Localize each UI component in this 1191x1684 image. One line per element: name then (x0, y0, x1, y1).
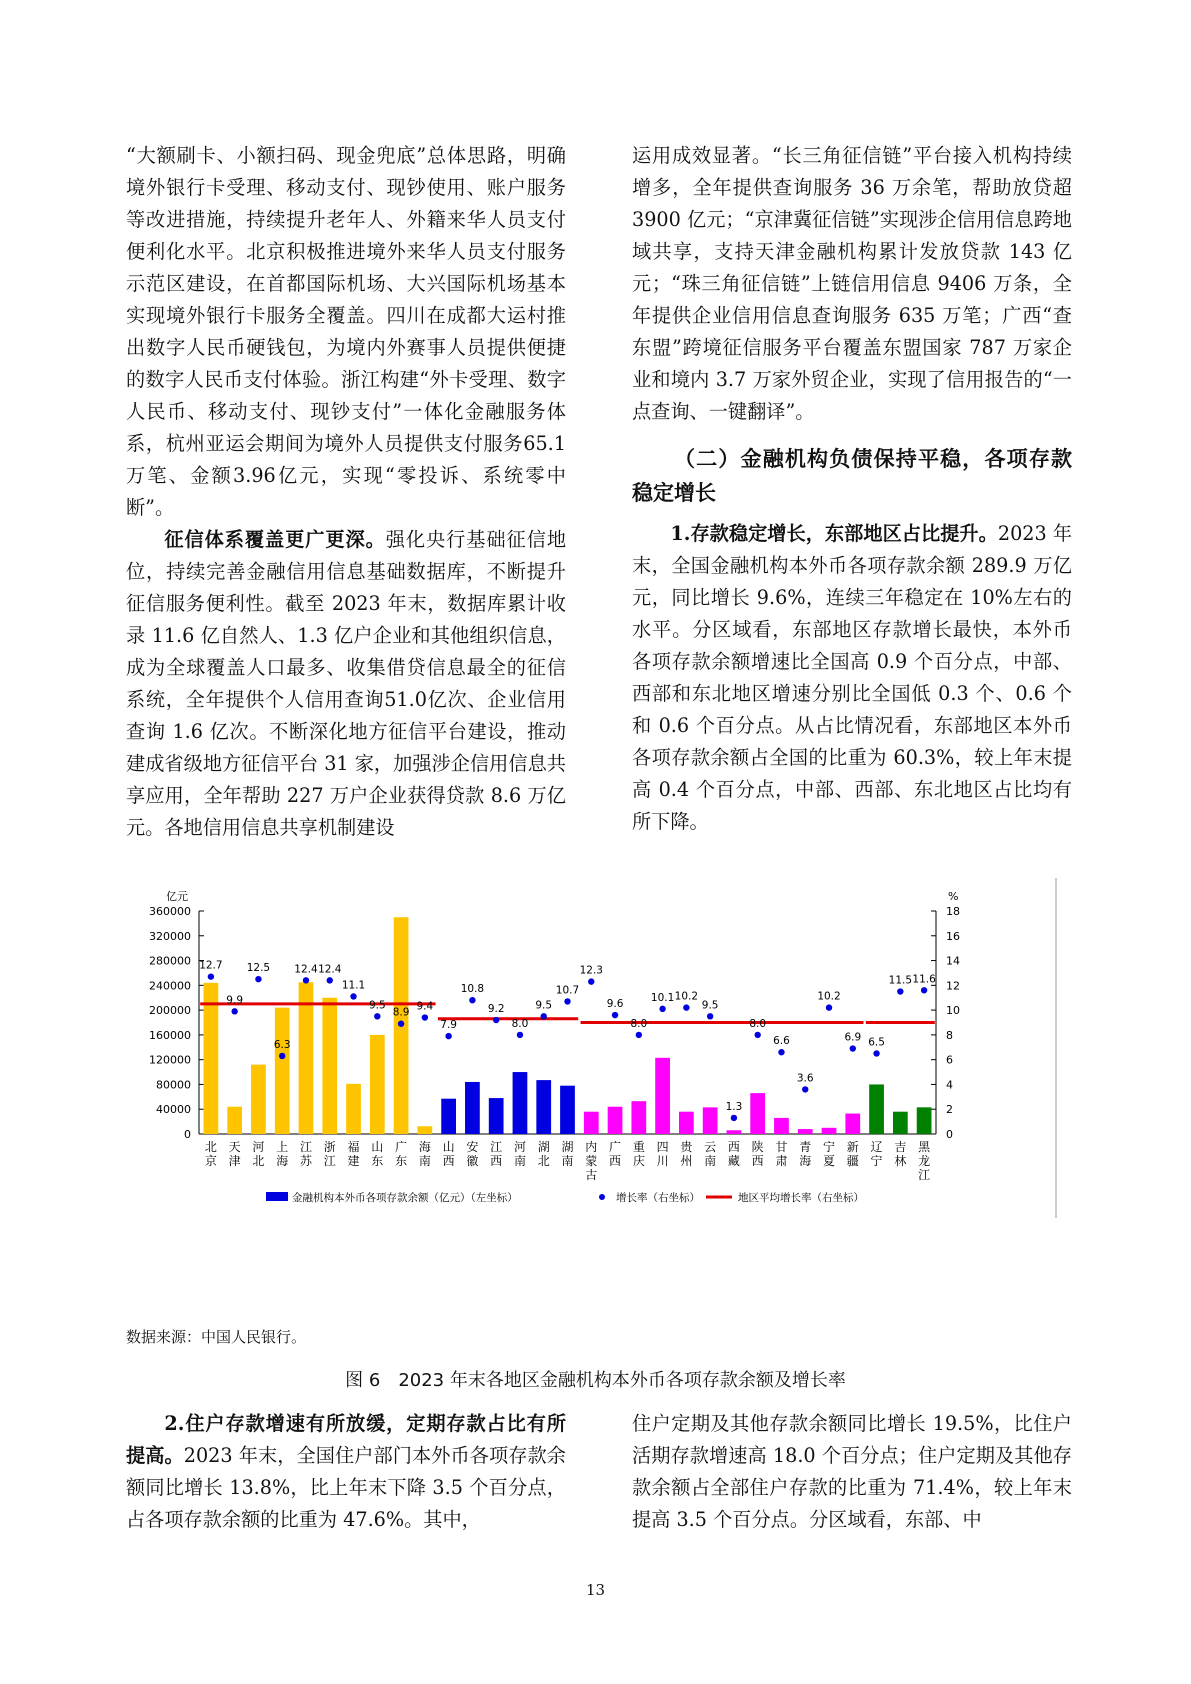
bar-山西 (441, 1099, 456, 1134)
growth-label-广西: 9.6 (606, 998, 624, 1011)
growth-point-青海 (802, 1086, 808, 1092)
left-tick-label: 0 (184, 1128, 191, 1141)
bar-河北 (251, 1065, 266, 1134)
bar-辽宁 (869, 1084, 884, 1134)
growth-point-甘肃 (778, 1049, 784, 1055)
category-label-福建: 福 (347, 1140, 360, 1154)
growth-point-天津 (231, 1008, 237, 1014)
category-label-安徽: 安 (466, 1140, 479, 1154)
bar-吉林 (893, 1112, 908, 1134)
growth-label-四川: 10.1 (650, 991, 675, 1004)
right-paragraph-2 (632, 518, 1072, 838)
legend-bar-label: 金融机构本外币各项存款余额（亿元）（左坐标） (292, 1192, 518, 1204)
category-label-西藏: 藏 (727, 1154, 740, 1168)
category-label-浙江: 浙 (323, 1140, 336, 1154)
category-label-河南: 南 (513, 1154, 526, 1168)
deposit-chart (126, 878, 1080, 1320)
growth-label-浙江: 12.4 (318, 963, 342, 976)
right-tick-label: 10 (946, 1004, 960, 1018)
bar-贵州 (679, 1112, 694, 1134)
category-label-云南: 云 (704, 1140, 717, 1154)
right-tick-label: 18 (946, 905, 960, 918)
category-label-青海: 青 (799, 1140, 812, 1154)
category-label-山东: 山 (371, 1140, 384, 1154)
category-label-宁夏: 夏 (823, 1154, 836, 1168)
bar-青海 (798, 1129, 813, 1134)
growth-point-宁夏 (826, 1004, 832, 1010)
left-paragraph-2-lead: 征信体系覆盖更广更深。 (164, 528, 386, 551)
growth-label-上海: 6.3 (273, 1038, 291, 1051)
bar-浙江 (322, 998, 337, 1134)
category-label-贵州: 州 (680, 1154, 693, 1168)
section-heading: （二）金融机构负债保持平稳，各项存款稳定增长 (632, 447, 1072, 505)
category-label-海南: 海 (418, 1140, 431, 1154)
category-label-天津: 津 (228, 1154, 241, 1168)
growth-label-山西: 7.9 (440, 1019, 457, 1032)
growth-point-湖北 (541, 1013, 547, 1019)
bar-陕西 (750, 1093, 765, 1134)
legend-line-label: 地区平均增长率（右坐标） (738, 1192, 864, 1204)
left-tick-label: 320000 (149, 929, 191, 943)
category-label-湖北: 湖 (537, 1140, 550, 1154)
growth-label-河北: 12.5 (246, 962, 271, 975)
growth-label-贵州: 10.2 (674, 990, 699, 1003)
bar-福建 (346, 1084, 361, 1134)
category-label-吉林: 林 (894, 1154, 907, 1168)
right-tick-label: 2 (946, 1103, 953, 1117)
right-paragraph-2-lead: 1.存款稳定增长，东部地区占比提升。 (670, 522, 998, 545)
bar-湖南 (560, 1086, 575, 1134)
right-paragraph-1: 运用成效显著。“长三角征信链”平台接入机构持续增多，全年提供查询服务 36 万余笔，帮助放贷超 3900 亿元；“京津冀征信链”实现涉企信用信息跨地域共享，支持天津金融机构累计发放贷款 143 亿元；“珠三角征信链”上链信用信息 9406 万条，全年提供企业信用信息查询服务 635 万笔；广西“查东盟”跨境征信服务平台覆盖东盟国家 787 万家企业和境内 3.7 万家外贸企业，实现了信用报告的“一点查询、一键翻译”。 (632, 144, 1072, 423)
bar-江西 (489, 1098, 504, 1134)
left-tick-label: 120000 (149, 1053, 191, 1067)
category-label-黑龙江: 江 (918, 1168, 931, 1182)
bottom-left-text (126, 1408, 566, 1536)
bar-四川 (655, 1058, 670, 1134)
growth-label-辽宁: 6.5 (868, 1036, 885, 1049)
growth-point-吉林 (897, 988, 903, 994)
growth-label-江西: 9.2 (487, 1003, 505, 1016)
growth-label-内蒙古: 12.3 (579, 964, 603, 977)
growth-point-山西 (445, 1033, 451, 1039)
growth-label-云南: 9.5 (701, 999, 719, 1012)
category-label-山东: 东 (371, 1154, 384, 1168)
growth-label-广东: 8.9 (392, 1006, 410, 1019)
growth-label-山东: 9.5 (368, 999, 386, 1012)
growth-label-重庆: 8.0 (630, 1017, 648, 1030)
growth-point-云南 (707, 1013, 713, 1019)
category-label-江苏: 苏 (299, 1154, 312, 1168)
growth-label-安徽: 10.8 (460, 983, 485, 996)
category-label-吉林: 吉 (894, 1140, 907, 1154)
left-tick-label: 200000 (149, 1004, 191, 1018)
category-label-内蒙古: 古 (585, 1168, 598, 1182)
bottom-left-lead: 2.住户存款增速有所放缓，定期存款占比有所提高。 (126, 1412, 566, 1467)
left-tick-label: 280000 (149, 954, 191, 968)
growth-label-青海: 3.6 (796, 1072, 814, 1085)
growth-point-广东 (398, 1021, 404, 1027)
growth-point-河北 (255, 976, 261, 982)
right-tick-label: 14 (946, 954, 960, 968)
category-label-山西: 山 (442, 1140, 455, 1154)
category-label-上海: 上 (276, 1140, 289, 1154)
growth-label-宁夏: 10.2 (817, 990, 841, 1003)
left-paragraph-1: “大额刷卡、小额扫码、现金兜底”总体思路，明确境外银行卡受理、移动支付、现钞使用、账户服务等改进措施，持续提升老年人、外籍来华人员支付便利化水平。北京积极推进境外来华人员支付服务示范区建设，在首都国际机场、大兴国际机场基本实现境外银行卡服务全覆盖。四川在成都大运村推出数字人民币硬钱包，为境内外赛事人员提供便捷的数字人民币支付体验。浙江构建“外卡受理、数字人民币、移动支付、现钞支付”一体化金融服务体系，杭州亚运会期间为境外人员提供支付服务65.1万笔、金额3.96亿元，实现“零投诉、系统零中断”。 (126, 144, 566, 519)
growth-label-陕西: 8.0 (749, 1017, 767, 1030)
category-label-西藏: 西 (727, 1140, 740, 1154)
category-label-海南: 南 (418, 1154, 431, 1168)
bar-西藏 (727, 1130, 742, 1134)
category-label-陕西: 西 (751, 1154, 764, 1168)
left-tick-label: 160000 (149, 1028, 191, 1042)
growth-point-河南 (517, 1032, 523, 1038)
category-label-甘肃: 肃 (775, 1154, 788, 1168)
left-paragraph-2 (126, 524, 566, 844)
growth-point-陕西 (754, 1032, 760, 1038)
right-paragraph-2-body: 2023 年末，全国金融机构本外币各项存款余额 289.9 万亿元，同比增长 9.6%，连续三年稳定在 10%左右的水平。分区域看，东部地区存款增长最快，本外币各项存款余额增速比全国高 0.9 个百分点，中部、西部和东北地区增速分别比全国低 0.3 个、0.6 个和 0.6 个百分点。从占比情况看，东部地区本外币各项存款余额占全国的比重为 60.3%，较上年末提高 0.4 个百分点，中部、西部、东北地区占比均有所下降。 (632, 522, 1073, 833)
growth-point-安徽 (469, 997, 475, 1003)
category-label-江西: 江 (490, 1140, 503, 1154)
growth-label-黑龙江: 11.6 (912, 973, 936, 986)
category-label-江西: 西 (490, 1154, 503, 1168)
growth-point-湖南 (564, 998, 570, 1004)
growth-label-天津: 9.9 (226, 994, 244, 1007)
right-tick-label: 8 (946, 1028, 953, 1042)
growth-point-海南 (422, 1014, 428, 1020)
bar-广西 (608, 1107, 623, 1134)
category-label-四川: 四 (656, 1140, 669, 1154)
chart-source: 数据来源：中国人民银行。 (126, 1328, 307, 1346)
bar-天津 (227, 1107, 242, 1134)
bottom-right-text: 住户定期及其他存款余额同比增长 19.5%，比住户活期存款增速高 18.0 个百分点；住户定期及其他存款余额占全部住户存款的比重为 71.4%，较上年末提高 3.5 个百分点。分区域看，东部、中 (632, 1412, 1072, 1531)
right-tick-label: 0 (946, 1128, 953, 1141)
growth-point-辽宁 (873, 1050, 879, 1056)
bar-北京 (204, 983, 219, 1134)
legend-bar-swatch (266, 1192, 288, 1201)
category-label-新疆: 新 (846, 1140, 859, 1154)
category-label-河北: 河 (252, 1140, 265, 1154)
growth-label-吉林: 11.5 (888, 974, 913, 987)
category-label-内蒙古: 内 (585, 1140, 598, 1154)
left-tick-label: 240000 (149, 979, 191, 993)
growth-point-江苏 (303, 977, 309, 983)
growth-point-内蒙古 (588, 978, 594, 984)
category-label-黑龙江: 黑 (918, 1140, 931, 1154)
right-axis-unit: % (948, 890, 959, 903)
growth-point-西藏 (731, 1115, 737, 1121)
category-label-浙江: 江 (323, 1154, 336, 1168)
category-label-重庆: 庆 (632, 1154, 645, 1168)
left-paragraph-2-body: 强化央行基础征信地位，持续完善金融信用信息基础数据库，不断提升征信服务便利性。截至 2023 年末，数据库累计收录 11.6 亿自然人、1.3 亿户企业和其他组织信息，成为全球覆盖人口最多、收集借贷信息最全的征信系统，全年提供个人信用查询51.0亿次、企业信用查询 1.6 亿次。不断深化地方征信平台建设，推动建成省级地方征信平台 31 家，加强涉企信用信息共享应用，全年帮助 227 万户企业获得贷款 8.6 万亿元。各地信用信息共享机制建设 (126, 528, 567, 839)
growth-point-新疆 (850, 1045, 856, 1051)
growth-label-北京: 12.7 (199, 959, 223, 972)
bottom-left-paragraph (126, 1408, 566, 1536)
legend-dot-swatch (599, 1194, 605, 1200)
category-label-广西: 广 (609, 1140, 622, 1154)
right-tick-label: 16 (946, 929, 960, 943)
category-label-宁夏: 宁 (823, 1140, 836, 1154)
growth-label-河南: 8.0 (511, 1017, 529, 1030)
bar-甘肃 (774, 1118, 789, 1134)
left-tick-label: 360000 (149, 905, 191, 918)
bar-新疆 (845, 1114, 860, 1134)
growth-point-四川 (659, 1006, 665, 1012)
left-column (126, 140, 566, 844)
growth-point-福建 (350, 993, 356, 999)
category-label-湖北: 北 (537, 1154, 550, 1168)
bar-云南 (703, 1107, 718, 1134)
category-label-青海: 海 (799, 1154, 812, 1168)
growth-label-西藏: 1.3 (725, 1100, 743, 1113)
category-label-新疆: 疆 (846, 1154, 859, 1168)
growth-point-北京 (208, 973, 214, 979)
left-axis-unit: 亿元 (166, 890, 188, 903)
bar-山东 (370, 1035, 385, 1134)
growth-point-上海 (279, 1053, 285, 1059)
left-tick-label: 80000 (156, 1078, 191, 1092)
bar-黑龙江 (917, 1107, 932, 1134)
growth-point-黑龙江 (921, 987, 927, 993)
right-tick-label: 6 (946, 1053, 953, 1067)
bar-内蒙古 (584, 1112, 599, 1134)
page-number: 13 (585, 1581, 606, 1599)
category-label-广西: 西 (609, 1154, 622, 1168)
category-label-河北: 北 (252, 1154, 265, 1168)
category-label-江苏: 江 (299, 1140, 312, 1154)
category-label-北京: 北 (204, 1140, 217, 1154)
growth-point-江西 (493, 1017, 499, 1023)
growth-label-江苏: 12.4 (294, 963, 318, 976)
bar-湖北 (536, 1080, 551, 1134)
category-label-河南: 河 (513, 1140, 526, 1154)
left-tick-label: 40000 (156, 1103, 191, 1117)
growth-point-广西 (612, 1012, 618, 1018)
growth-label-新疆: 6.9 (844, 1031, 862, 1044)
category-label-甘肃: 甘 (775, 1140, 788, 1154)
bar-安徽 (465, 1082, 480, 1134)
growth-label-福建: 11.1 (341, 979, 366, 992)
right-column (632, 140, 1072, 838)
category-label-辽宁: 辽 (870, 1140, 883, 1154)
category-label-福建: 建 (347, 1154, 360, 1168)
figure-caption: 图 6 2023 年末各地区金融机构本外币各项存款余额及增长率 (345, 1370, 846, 1391)
category-label-湖南: 湖 (561, 1140, 574, 1154)
growth-label-甘肃: 6.6 (773, 1035, 790, 1048)
right-tick-label: 4 (946, 1078, 953, 1092)
category-label-天津: 天 (228, 1140, 241, 1154)
growth-point-贵州 (683, 1004, 689, 1010)
category-label-广东: 东 (395, 1154, 408, 1168)
category-label-内蒙古: 蒙 (585, 1154, 598, 1168)
bottom-right-paragraph (632, 1408, 1072, 1536)
category-label-贵州: 贵 (680, 1140, 693, 1154)
growth-point-山东 (374, 1013, 380, 1019)
category-label-黑龙江: 龙 (918, 1154, 931, 1168)
growth-label-湖北: 9.5 (535, 999, 553, 1012)
category-label-陕西: 陕 (751, 1140, 764, 1154)
category-label-安徽: 徽 (466, 1154, 479, 1168)
category-label-上海: 海 (276, 1154, 289, 1168)
category-label-湖南: 南 (561, 1154, 574, 1168)
growth-point-重庆 (636, 1032, 642, 1038)
category-label-辽宁: 宁 (870, 1154, 883, 1168)
chart-svg (126, 878, 1080, 1320)
category-label-广东: 广 (395, 1140, 408, 1154)
right-tick-label: 12 (946, 979, 960, 993)
bar-上海 (275, 1008, 290, 1134)
bar-海南 (417, 1126, 432, 1134)
growth-label-湖南: 10.7 (555, 984, 580, 997)
bar-宁夏 (822, 1128, 837, 1134)
bar-河南 (513, 1072, 528, 1134)
growth-label-海南: 9.4 (416, 1000, 434, 1013)
category-label-四川: 川 (656, 1154, 669, 1168)
bottom-left-body: 2023 年末，全国住户部门本外币各项存款余额同比增长 13.8%，比上年末下降 3.5 个百分点，占各项存款余额的比重为 47.6%。其中， (126, 1444, 566, 1531)
category-label-云南: 南 (704, 1154, 717, 1168)
legend-dot-label: 增长率（右坐标） (616, 1192, 700, 1204)
category-label-北京: 京 (204, 1154, 217, 1168)
bar-重庆 (631, 1101, 646, 1134)
category-label-重庆: 重 (632, 1140, 645, 1154)
category-label-山西: 西 (442, 1154, 455, 1168)
growth-point-浙江 (327, 977, 333, 983)
